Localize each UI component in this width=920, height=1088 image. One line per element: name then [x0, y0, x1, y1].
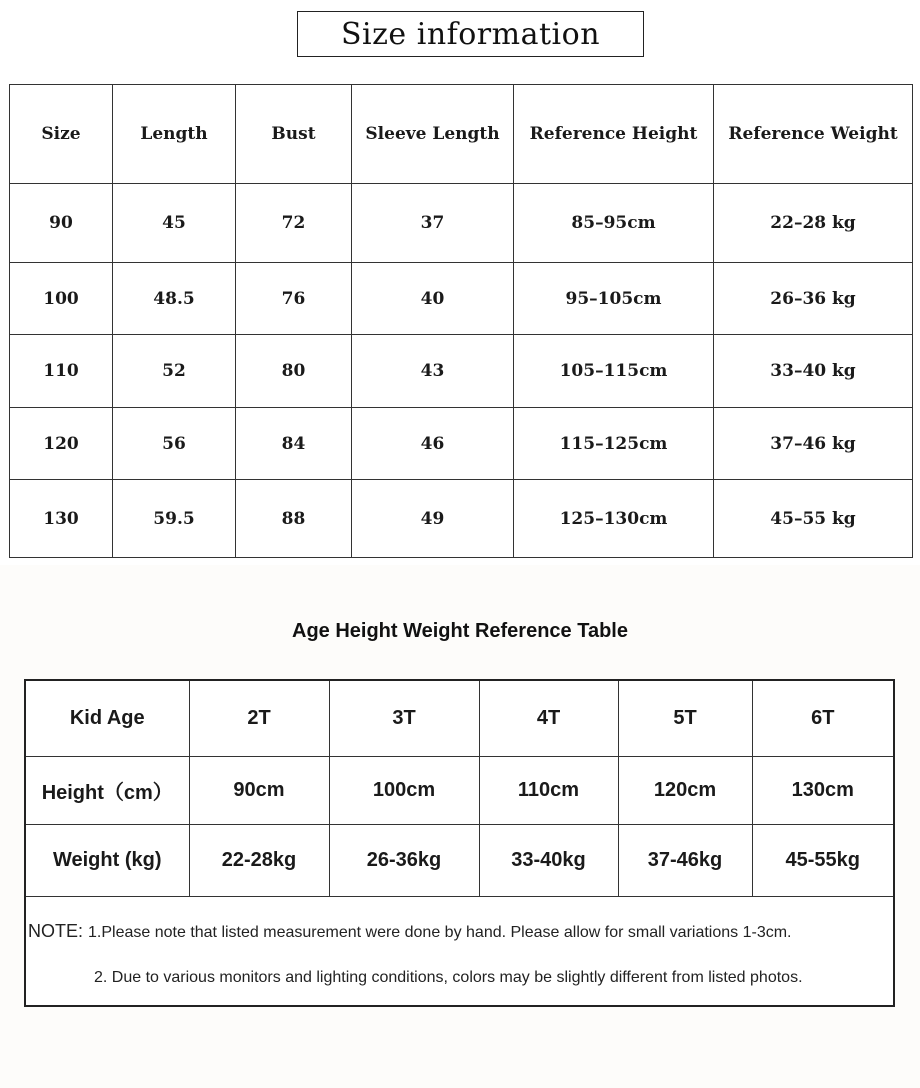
cell-reference-height: 105–115cm: [514, 335, 714, 408]
row-label-kid-age: Kid Age: [26, 681, 189, 757]
cell-reference-weight: 22–28 kg: [714, 184, 913, 263]
weight-cell: 22-28kg: [189, 825, 329, 897]
size-table: [9, 84, 913, 558]
age-cell: 4T: [479, 681, 618, 757]
age-cell: 2T: [189, 681, 329, 757]
cell-length: 52: [113, 335, 236, 408]
cell-reference-weight: 45–55 kg: [714, 480, 913, 558]
weight-cell: 45-55kg: [752, 825, 893, 897]
height-cell: 110cm: [479, 757, 618, 825]
weight-cell: 33-40kg: [479, 825, 618, 897]
note-text-1: 1.Please note that listed measurement were done by hand. Please allow for small variations 1-3cm.: [88, 924, 792, 941]
cell-reference-weight: 37–46 kg: [714, 408, 913, 480]
size-info-title: Size information: [297, 11, 644, 57]
header-length: Length: [113, 85, 236, 184]
note-area: [26, 897, 893, 1008]
height-cell: 100cm: [329, 757, 479, 825]
cell-reference-weight: 26–36 kg: [714, 263, 913, 335]
row-label-weight: Weight (kg): [26, 825, 189, 897]
cell-reference-weight: 33–40 kg: [714, 335, 913, 408]
size-table-header-row: [10, 85, 913, 184]
row-label-height: Height（cm）: [26, 757, 189, 825]
cell-bust: 72: [236, 184, 352, 263]
table-row: [26, 825, 893, 897]
cell-length: 48.5: [113, 263, 236, 335]
cell-reference-height: 115–125cm: [514, 408, 714, 480]
table-row: [26, 681, 893, 757]
table-row: [10, 408, 913, 480]
table-row: [26, 757, 893, 825]
cell-length: 45: [113, 184, 236, 263]
cell-size: 110: [10, 335, 113, 408]
age-cell: 3T: [329, 681, 479, 757]
cell-sleeve-length: 43: [352, 335, 514, 408]
note-label: NOTE:: [28, 921, 89, 941]
cell-sleeve-length: 46: [352, 408, 514, 480]
weight-cell: 37-46kg: [618, 825, 752, 897]
cell-length: 59.5: [113, 480, 236, 558]
cell-size: 130: [10, 480, 113, 558]
note-line-2: 2. Due to various monitors and lighting conditions, colors may be slightly different from listed photos.: [94, 969, 803, 986]
table-row: [10, 263, 913, 335]
header-sleeve-length: Sleeve Length: [352, 85, 514, 184]
header-size: Size: [10, 85, 113, 184]
table-row: [10, 184, 913, 263]
table-row: [10, 335, 913, 408]
cell-sleeve-length: 49: [352, 480, 514, 558]
age-cell: 6T: [752, 681, 893, 757]
cell-size: 90: [10, 184, 113, 263]
height-cell: 130cm: [752, 757, 893, 825]
header-reference-height: Reference Height: [514, 85, 714, 184]
cell-reference-height: 85–95cm: [514, 184, 714, 263]
header-bust: Bust: [236, 85, 352, 184]
table-row: [10, 480, 913, 558]
age-reference-table: [26, 681, 893, 897]
cell-length: 56: [113, 408, 236, 480]
cell-bust: 76: [236, 263, 352, 335]
cell-sleeve-length: 40: [352, 263, 514, 335]
height-cell: 120cm: [618, 757, 752, 825]
cell-bust: 84: [236, 408, 352, 480]
cell-bust: 88: [236, 480, 352, 558]
weight-cell: 26-36kg: [329, 825, 479, 897]
cell-size: 100: [10, 263, 113, 335]
age-table-title: Age Height Weight Reference Table: [292, 620, 628, 642]
cell-sleeve-length: 37: [352, 184, 514, 263]
cell-reference-height: 95–105cm: [514, 263, 714, 335]
cell-size: 120: [10, 408, 113, 480]
note-line-1: [28, 921, 792, 942]
cell-reference-height: 125–130cm: [514, 480, 714, 558]
age-cell: 5T: [618, 681, 752, 757]
header-reference-weight: Reference Weight: [714, 85, 913, 184]
age-reference-box: [24, 679, 895, 1007]
cell-bust: 80: [236, 335, 352, 408]
height-cell: 90cm: [189, 757, 329, 825]
